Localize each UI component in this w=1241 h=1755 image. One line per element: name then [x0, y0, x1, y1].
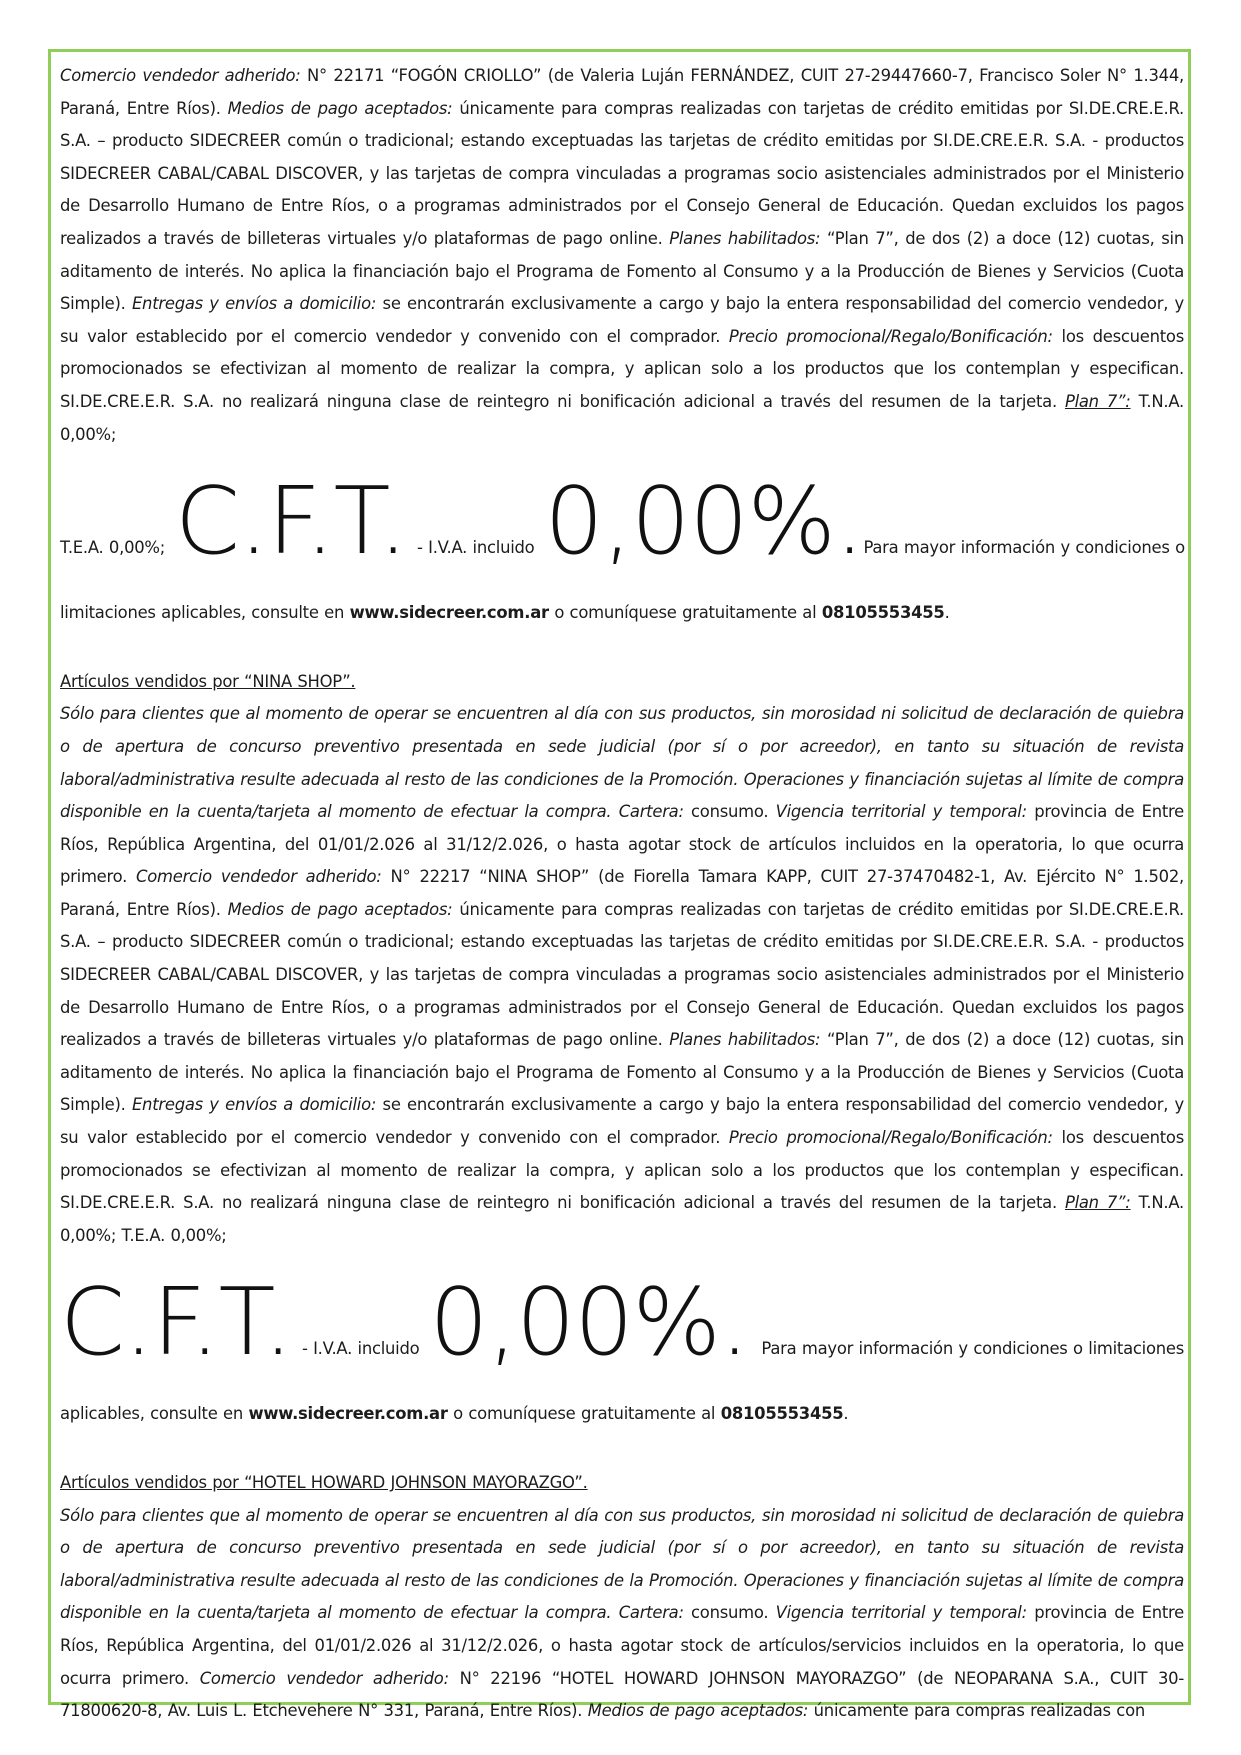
section-heading-howard-johnson: Artículos vendidos por “HOTEL HOWARD JOHNSON MAYORAZGO”. — [60, 1473, 588, 1492]
contact-line — [60, 597, 1184, 630]
text: “Plan 7”, de dos (2) a doce (12) cuotas, sin aditamento de interés. No aplica la financiación bajo el Programa de Fomento al Consumo y a la Producción de Bienes y Servicios (Cuota Simple). — [60, 228, 1185, 314]
label: Planes habilitados: — [669, 1030, 821, 1050]
text: consumo. — [683, 802, 776, 822]
text: Sólo para clientes que al momento de operar se encuentren al día con sus productos, sin morosidad ni solicitud de declaración de quiebra o de apertura de concurso preventivo presentada en sede judicial (por sí o por acreedor), en tanto su situación de revista laboral/administrativa resulte adecuada al resto de las condiciones de la Promoción. Operaciones y financiación sujetas al límite de compra disponible en la cuenta/tarjeta al momento de efectuar la compra. — [60, 1505, 1184, 1623]
text: aplicables, consulte en — [60, 1404, 249, 1424]
iva-note: - I.V.A. incluido — [416, 538, 535, 558]
text: N° 22171 “FOGÓN CRIOLLO” (de Valeria Luján FERNÁNDEZ, CUIT 27-29447660-7, Francisco Soler N° 1.344, Paraná, Entre Ríos). — [60, 66, 1184, 118]
text: . — [843, 1404, 849, 1424]
label: Comercio vendedor adherido: — [136, 867, 382, 887]
cft-line — [60, 1252, 1184, 1392]
iva-note: - I.V.A. incluido — [301, 1339, 420, 1359]
text: o comuníquese gratuitamente al — [447, 1404, 721, 1424]
text: los descuentos promocionados se efectivizan al momento de realizar la compra, y aplican solo a los productos que los contemplan y especifican. SI.DE.CRE.E.R. S.A. no realizará ninguna clase de reintegro ni bonificación adicional a través del resumen de la tarjeta. — [60, 1128, 1184, 1213]
contact-line — [60, 1398, 1184, 1431]
label: Cartera: — [618, 802, 684, 822]
rates: T.N.A. 0,00%; T.E.A. 0,00%; — [60, 1193, 1184, 1245]
document-body — [60, 60, 1184, 1728]
label: Medios de pago aceptados: — [587, 1701, 809, 1721]
info-text: Para mayor información y condiciones o — [863, 538, 1185, 558]
section-heading-nina-shop: Artículos vendidos por “NINA SHOP”. — [60, 671, 356, 691]
label: Medios de pago aceptados: — [227, 98, 453, 118]
howard-johnson-terms — [60, 1500, 1184, 1728]
text: se encontrarán exclusivamente a cargo y bajo la entera responsabilidad del comercio vendedor, y su valor establecido por el comercio vendedor y convenido con el comprador. — [60, 1095, 1184, 1148]
text: provincia de Entre Ríos, República Argentina, del 01/01/2.026 al 31/12/2.026, o hasta agotar stock de artículos incluidos en la operatoria, lo que ocurra primero. — [60, 802, 1184, 887]
label: Comercio vendedor adherido: — [199, 1668, 449, 1688]
tna-rate: T.N.A. 0,00%; — [60, 391, 1184, 444]
fogon-criollo-terms — [60, 60, 1184, 451]
tea-rate: T.E.A. 0,00%; — [60, 538, 166, 558]
info-text: Para mayor información y condiciones o limitaciones — [761, 1339, 1184, 1359]
label: Medios de pago aceptados: — [227, 899, 453, 919]
text: consumo. — [683, 1603, 776, 1623]
cft-label: C.F.T. — [175, 467, 407, 576]
label: Precio promocional/Regalo/Bonificación: — [728, 1128, 1053, 1148]
website-link[interactable]: www.sidecreer.com.ar — [248, 1404, 448, 1424]
text: Sólo para clientes que al momento de operar se encuentren al día con sus productos, sin morosidad ni solicitud de declaración de quiebra o de apertura de concurso preventivo presentada en sede judicial (por sí o por acreedor), en tanto su situación de revista laboral/administrativa resulte adecuada al resto de las condiciones de la Promoción. Operaciones y financiación sujetas al límite de compra disponible en la cuenta/tarjeta al momento de efectuar la compra. — [60, 704, 1184, 822]
website-link[interactable]: www.sidecreer.com.ar — [349, 603, 549, 623]
nina-shop-terms — [60, 698, 1184, 1252]
phone-number: 08105553455 — [720, 1404, 844, 1424]
label: Comercio vendedor adherido: — [60, 66, 301, 85]
text: . — [944, 603, 950, 623]
text: N° 22196 “HOTEL HOWARD JOHNSON MAYORAZGO” (de NEOPARANA S.A., CUIT 30-71800620-8, Av. Luis L. Etchevehere N° 331, Paraná, Entre Ríos). — [60, 1668, 1184, 1721]
label: Planes habilitados: — [669, 228, 821, 248]
text: los descuentos promocionados se efectivizan al momento de realizar la compra, y aplican solo a los productos que los contemplan y especifican. SI.DE.CRE.E.R. S.A. no realizará ninguna clase de reintegro ni bonificación adicional a través del resumen de la tarjeta. — [60, 326, 1184, 411]
text: se encontrarán exclusivamente a cargo y bajo la entera responsabilidad del comercio vendedor, y su valor establecido por el comercio vendedor y convenido con el comprador. — [60, 294, 1184, 346]
cft-value: 0,00%. — [544, 467, 864, 576]
text: provincia de Entre Ríos, República Argentina, del 01/01/2.026 al 31/12/2.026, o hasta agotar stock de artículos/servicios incluidos en la operatoria, lo que ocurra primero. — [60, 1603, 1184, 1688]
text: únicamente para compras realizadas con — [808, 1701, 1145, 1721]
text: únicamente para compras realizadas con tarjetas de crédito emitidas por SI.DE.CRE.E.R. S.A. – producto SIDECREER común o tradicional; estando exceptuadas las tarjetas de crédito emitidas por SI.DE.CRE.E.R. S.A. - productos SIDECREER CABAL/CABAL DISCOVER, y las tarjetas de compra vinculadas a programas socio asistenciales administrados por el Ministerio de Desarrollo Humano de Entre Ríos, o a programas administrados por el Consejo General de Educación. Quedan excluidos los pagos realizados a través de billeteras virtuales y/o plataformas de pago online. — [60, 98, 1184, 248]
plan-label: Plan 7”: — [1064, 1193, 1131, 1213]
cft-label: C.F.T. — [60, 1268, 292, 1377]
label: Vigencia territorial y temporal: — [775, 1603, 1027, 1623]
label: Entregas y envíos a domicilio: — [131, 1095, 377, 1115]
label: Vigencia territorial y temporal: — [775, 802, 1027, 822]
label: Precio promocional/Regalo/Bonificación: — [728, 326, 1053, 346]
cft-line — [60, 451, 1184, 591]
text: únicamente para compras realizadas con tarjetas de crédito emitidas por SI.DE.CRE.E.R. S.A. – producto SIDECREER común o tradicional; estando exceptuadas las tarjetas de crédito emitidas por SI.DE.CRE.E.R. S.A. - productos SIDECREER CABAL/CABAL DISCOVER, y las tarjetas de compra vinculadas a programas socio asistenciales administrados por el Ministerio de Desarrollo Humano de Entre Ríos, o a programas administrados por el Consejo General de Educación. Quedan excluidos los pagos realizados a través de billeteras virtuales y/o plataformas de pago online. — [60, 899, 1184, 1050]
text: limitaciones aplicables, consulte en — [60, 603, 350, 623]
plan-label: Plan 7”: — [1064, 391, 1131, 411]
text: “Plan 7”, de dos (2) a doce (12) cuotas, sin aditamento de interés. No aplica la financiación bajo el Programa de Fomento al Consumo y a la Producción de Bienes y Servicios (Cuota Simple). — [60, 1030, 1185, 1115]
label: Cartera: — [618, 1603, 684, 1623]
label: Entregas y envíos a domicilio: — [131, 294, 377, 314]
text: o comuníquese gratuitamente al — [548, 603, 822, 623]
cft-value: 0,00%. — [429, 1268, 749, 1377]
text: N° 22217 “NINA SHOP” (de Fiorella Tamara KAPP, CUIT 27-37470482-1, Av. Ejército N° 1.502, Paraná, Entre Ríos). — [60, 867, 1184, 919]
phone-number: 08105553455 — [821, 603, 945, 623]
